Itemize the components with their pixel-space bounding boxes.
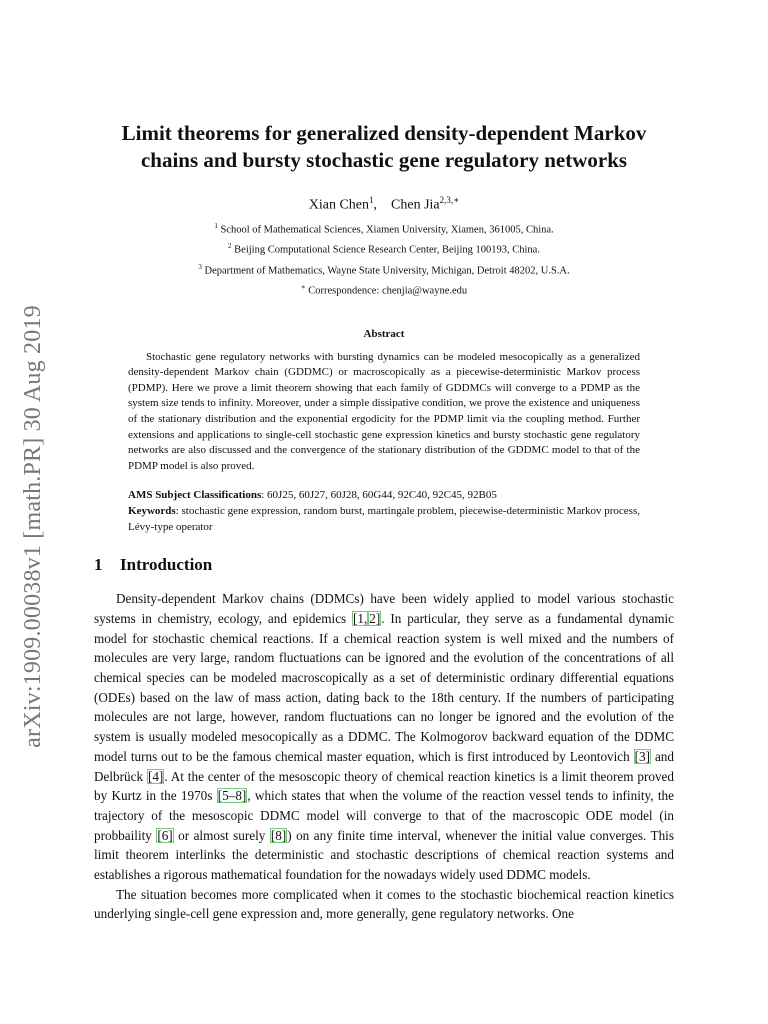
paragraph-1-part-6: or almost surely: [173, 827, 270, 843]
affiliation-1: [94, 218, 674, 239]
author-separator: ,: [373, 197, 378, 213]
affiliation-3: [94, 259, 674, 280]
paragraph-1-part-2: . In particular, they serve as a fundamental dynamic model for stochastic chemical reactions. If a chemical reaction system is well mixed and the numbers of molecules are very large, random fluctuations can be ignored and the evolution of the concentrations of all chemical species can be modeled macroscopically as a set of deterministic ordinary differential equations (ODEs) based on the law of mass action, dating back to the 18th century. If the numbers of participating molecules are not large, however, random fluctuations can no longer be ignored and the evolution of the system is usually modeled mesocopically as a DDMC. The Kolmogorov backward equation of the DDMC model turns out to be the famous chemical master equation, which is first introduced by Leontovich: [94, 610, 675, 764]
keywords-value: : stochastic gene expression, random burst, martingale problem, piecewise-deterministic Markov process, Lévy-type operator: [128, 505, 640, 533]
paragraph-1: [94, 589, 674, 885]
paragraph-1-part-4: . At the center of the mesoscopic theory of chemical reaction kinetics is a limit theorem proved by Kurtz in the 1970s: [94, 768, 674, 804]
introduction-body: [94, 589, 674, 924]
citation-link-1[interactable]: [1,: [353, 610, 368, 626]
affiliation-3-text: Department of Mathematics, Wayne State University, Michigan, Detroit 48202, U.S.A.: [204, 265, 570, 277]
section-number: 1: [94, 555, 103, 575]
paragraph-1-part-5: , which states that when the volume of the reaction vessel tends to infinity, the trajectory of the mesoscopic DDMC model will converge to that of the macroscopic ODE model (in probbaility: [94, 788, 674, 843]
title-line-1: Limit theorems for generalized density-dependent Markov: [121, 121, 647, 145]
affiliation-2: [94, 238, 674, 259]
paragraph-1-part-3: and Delbrück: [94, 748, 674, 784]
citation-link-8[interactable]: [8]: [270, 827, 287, 843]
arxiv-sidebar-stamp: [16, 300, 50, 752]
author-1-affil: 1: [369, 195, 374, 205]
ams-value: : 60J25, 60J27, 60J28, 60G44, 92C40, 92C45, 92B05: [261, 489, 497, 502]
section-heading: [94, 555, 674, 575]
ams-label: AMS Subject Classifications: [128, 489, 262, 502]
citation-link-6[interactable]: [6]: [157, 827, 173, 843]
author-1-name: Xian Chen: [308, 197, 370, 213]
paper-page: [94, 120, 674, 924]
paragraph-2: The situation becomes more complicated when it comes to the stochastic biochemical reaction kinetics underlying single-cell gene expression and, more generally, gene regulatory networks. One: [94, 886, 674, 922]
paragraph-1-part-1: Density-dependent Markov chains (DDMCs) have been widely applied to model various stochastic systems in chemistry, ecology, and epidemics: [94, 591, 674, 626]
author-2-name: Chen Jia: [391, 197, 440, 213]
affiliation-3-mark: 3: [198, 262, 202, 271]
abstract-heading: Abstract: [363, 327, 405, 340]
affiliation-1-text: School of Mathematical Sciences, Xiamen University, Xiamen, 361005, China.: [220, 224, 554, 236]
citation-link-3[interactable]: [3]: [634, 748, 651, 764]
citation-link-5-8[interactable]: [5–8]: [217, 788, 247, 804]
affiliations: [94, 218, 674, 300]
abstract-text: Stochastic gene regulatory networks with bursting dynamics can be modeled mesocopically as a generalized density-dependent Markov chain (GDDMC) or macroscopically as a piecewise-deterministic Markov process (PDMP). Here we prove a limit theorem showing that each family of GDDMCs will converge to a PDMP as the system size tends to infinity. Moreover, under a simple dissipative condition, we prove the existence and uniqueness of the stationary distribution and the exponential ergodicity for the PDMP limit via the coupling method. Further extensions and applications to single-cell stochastic gene expression kinetics and bursty stochastic gene regulatory networks are also discussed and the convergence of the stationary distribution of the GDDMC model to that of the PDMP model is also proved.: [128, 350, 640, 472]
keywords-label: Keywords: [128, 505, 176, 517]
affiliation-2-text: Beijing Computational Science Research Center, Beijing 100193, China.: [234, 244, 540, 256]
paragraph-1-part-7: ) on any finite time interval, whenever the initial value converges. This limit theorem interlinks the deterministic and stochastic descriptions of chemical reaction systems and establishes a rigorous mathematical foundation for the nowadays widely used DDMC models.: [94, 827, 674, 883]
title-line-2: chains and bursty stochastic gene regulatory networks: [140, 148, 628, 172]
keywords: [128, 504, 640, 535]
section-title: Introduction: [120, 555, 213, 575]
author-list: [94, 191, 674, 215]
ams-classifications: [128, 488, 640, 504]
author-2-affil: 2,3,∗: [439, 195, 460, 205]
citation-link-2[interactable]: 2]: [369, 610, 381, 626]
classification-block: [128, 488, 640, 535]
citation-link-4[interactable]: [4]: [147, 768, 164, 784]
arxiv-id-text: arXiv:1909.00038v1 [math.PR] 30 Aug 2019: [19, 304, 46, 748]
correspondence-text: Correspondence: chenjia@wayne.edu: [308, 285, 468, 297]
paper-title: [94, 120, 674, 174]
affiliation-1-mark: 1: [214, 221, 218, 230]
correspondence: [94, 279, 674, 300]
correspondence-mark: ∗: [300, 283, 306, 292]
affiliation-2-mark: 2: [228, 242, 232, 251]
